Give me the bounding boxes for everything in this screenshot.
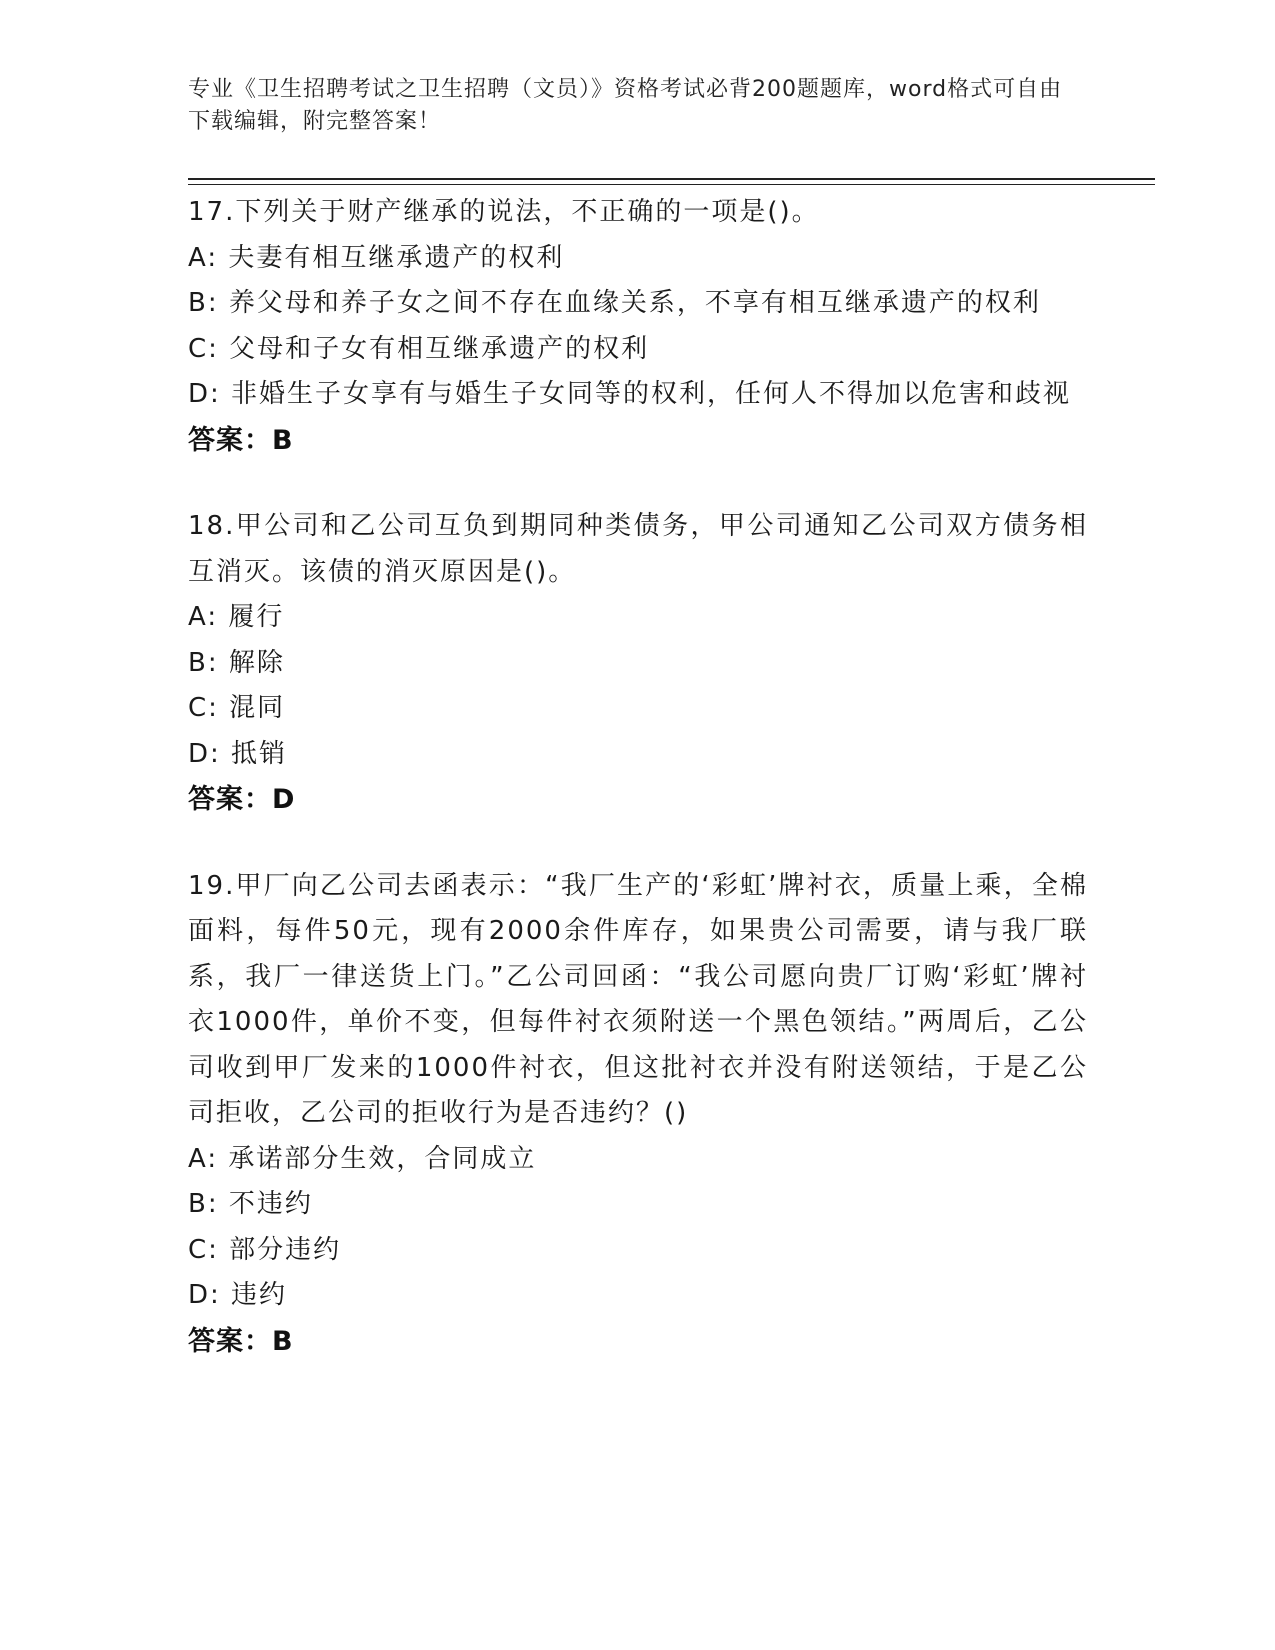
header-rule-thick	[188, 178, 1155, 180]
answer-line: 答案：B	[188, 424, 294, 456]
option-a: A: 承诺部分生效，合同成立	[188, 1143, 537, 1174]
option-d: D: 非婚生子女享有与婚生子女同等的权利，任何人不得加以危害和歧视	[188, 379, 1072, 409]
answer-line: 答案：B	[188, 1325, 294, 1357]
question-stem: 18.甲公司和乙公司互负到期同种类债务，甲公司通知乙公司双方债务相互消灭。该债的消灭原因是()。	[188, 511, 1088, 587]
question-stem: 17.下列关于财产继承的说法，不正确的一项是()。	[188, 197, 820, 227]
question-17	[188, 190, 1088, 463]
option-b: B: 解除	[188, 647, 285, 678]
option-c: C: 混同	[188, 693, 286, 723]
question-list	[188, 190, 1088, 1405]
option-c: C: 部分违约	[188, 1234, 342, 1265]
option-c: C: 父母和子女有相互继承遗产的权利	[188, 333, 650, 364]
answer-line: 答案：D	[188, 784, 296, 815]
header-rule-thin	[188, 184, 1155, 185]
question-18	[188, 504, 1088, 823]
question-stem: 19.甲厂向乙公司去函表示：“我厂生产的‘彩虹’牌衬衣，质量上乘，全棉面料，每件50元，现有2000余件库存，如果贵公司需要，请与我厂联系，我厂一律送货上门。”乙公司回函：“我公司愿向贵厂订购‘彩虹’牌衬衣1000件，单价不变，但每件衬衣须附送一个黑色领结。”两周后，乙公司收到甲厂发来的1000件衬衣，但这批衬衣并没有附送领结，于是乙公司拒收，乙公司的拒收行为是否违约？()	[188, 870, 1088, 1128]
question-19	[188, 864, 1088, 1365]
option-d: D: 抵销	[188, 738, 288, 769]
document-header: 专业《卫生招聘考试之卫生招聘（文员）》资格考试必背200题题库，word格式可自由下载编辑，附完整答案！	[188, 77, 1063, 134]
option-a: A: 夫妻有相互继承遗产的权利	[188, 242, 565, 273]
option-a: A: 履行	[188, 602, 285, 632]
option-b: B: 不违约	[188, 1189, 313, 1219]
option-b: B: 养父母和养子女之间不存在血缘关系，不享有相互继承遗产的权利	[188, 288, 1041, 318]
option-d: D: 违约	[188, 1280, 288, 1310]
